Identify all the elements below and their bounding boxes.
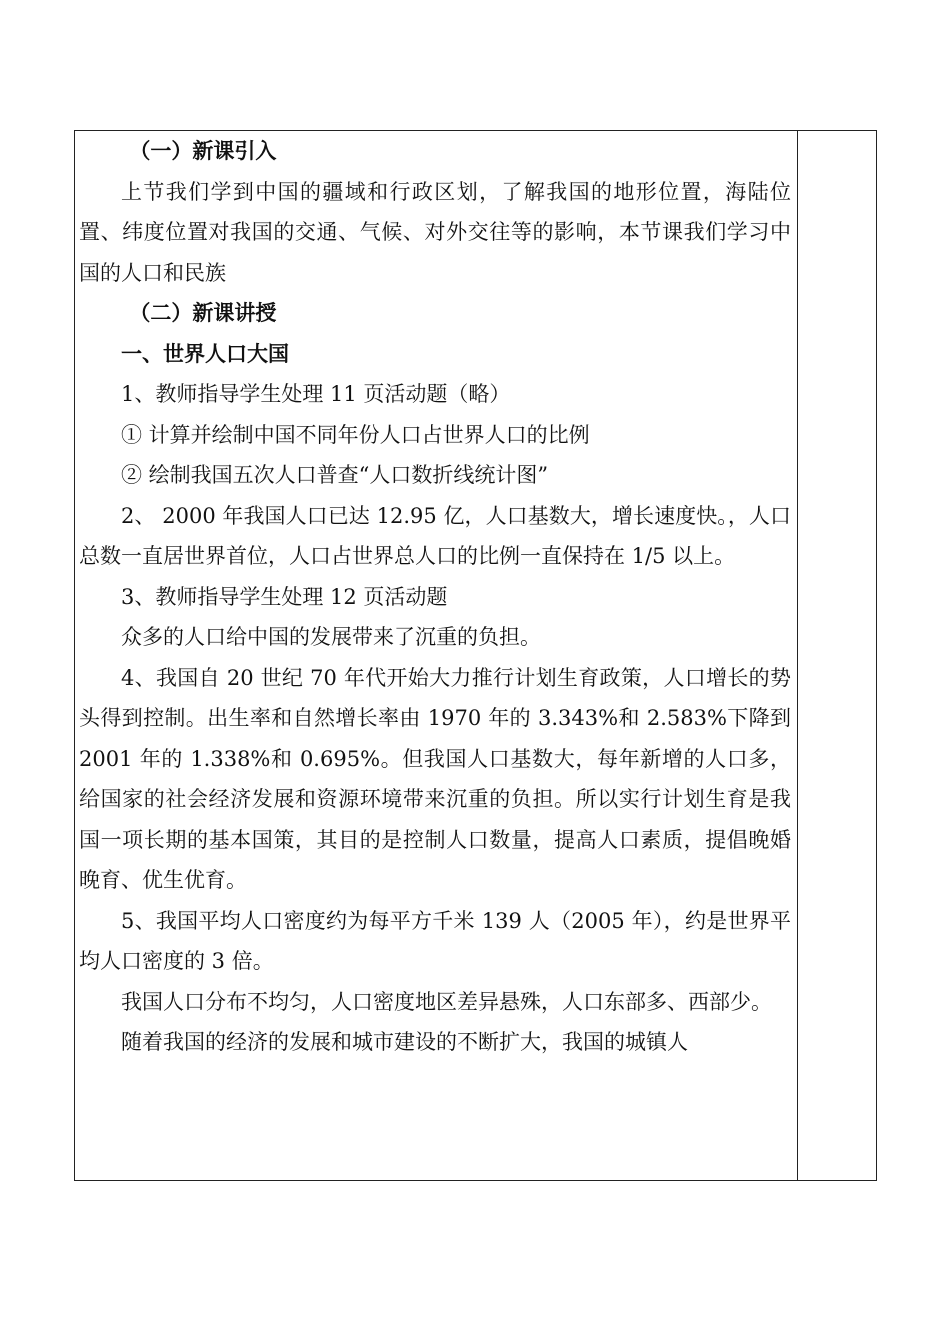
intro-paragraph: 上节我们学到中国的疆域和行政区划，了解我国的地形位置，海陆位置、纬度位置对我国的交通、气候、对外交往等的影响，本节课我们学习中国的人口和民族: [79, 179, 791, 285]
list-item-calc-ratio: ① 计算并绘制中国不同年份人口占世界人口的比例: [121, 422, 590, 447]
section-heading-lecture: （二）新课讲授: [129, 300, 277, 325]
paragraph-family-planning: 4、我国自 20 世纪 70 年代开始大力推行计划生育政策，人口增长的势头得到控制。出生率和自然增长率由 1970 年的 3.343%和 2.583%下降到 2001 年的 1.338%和 0.695%。但我国人口基数大，每年新增的人口多，给国家的社会经济发展和资源环境带来沉重的负担。所以实行计划生育是我国一项长期的基本国策，其目的是控制人口数量，提高人口素质，提倡晚婚晚育、优生优育。: [79, 665, 791, 892]
list-item-census-chart: ② 绘制我国五次人口普查“人口数折线统计图”: [121, 463, 549, 487]
section-heading-intro: （一）新课引入: [129, 138, 277, 163]
paragraph-density: 5、我国平均人口密度约为每平方千米 139 人（2005 年），约是世界平均人口密度的 3 倍。: [79, 908, 791, 973]
list-item-activity-12: 3、教师指导学生处理 12 页活动题: [121, 584, 448, 609]
paragraph-population-2000: 2、 2000 年我国人口已达 12.95 亿，人口基数大，增长速度快。，人口总数一直居世界首位，人口占世界总人口的比例一直保持在 1/5 以上。: [79, 503, 791, 568]
notes-cell: [798, 131, 876, 1180]
paragraph-burden: 众多的人口给中国的发展带来了沉重的负担。: [121, 625, 541, 649]
lesson-table: [74, 130, 877, 1181]
paragraph-urbanization: 随着我国的经济的发展和城市建设的不断扩大，我国的城镇人: [121, 1030, 688, 1054]
topic-heading-population: 一、世界人口大国: [121, 340, 289, 366]
list-item-activity-11: 1、教师指导学生处理 11 页活动题（略）: [121, 382, 511, 406]
lesson-content-cell: [75, 131, 798, 1180]
paragraph-distribution: 我国人口分布不均匀，人口密度地区差异悬殊，人口东部多、西部少。: [121, 989, 772, 1014]
